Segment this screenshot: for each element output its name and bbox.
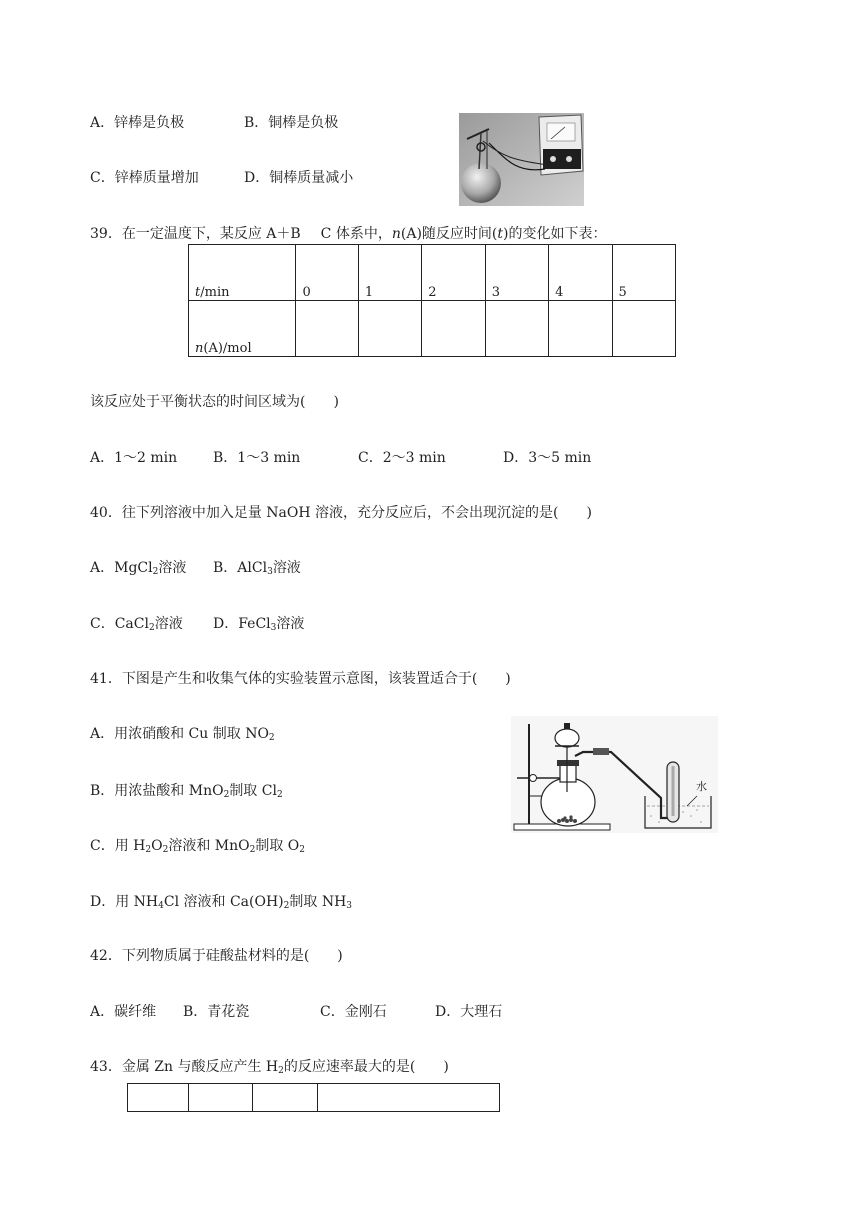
q38-option-d: D．铜棒质量减小: [244, 170, 354, 186]
table-cell: [318, 1084, 500, 1112]
table-row: [128, 1084, 500, 1112]
q39-option-b: B．1～3 min: [213, 450, 301, 466]
table-cell: [549, 301, 612, 357]
table-cell: [128, 1084, 189, 1112]
q39-stem: 39．在一定温度下，某反应 A＋B C 体系中，n(A)随反应时间(t)的变化如下表：: [90, 226, 607, 242]
table-cell-time-0: 0: [296, 245, 358, 301]
table-cell: [296, 301, 358, 357]
q41-stem: 41．下图是产生和收集气体的实验装置示意图，该装置适合于( ): [90, 671, 511, 687]
table-cell: [422, 301, 485, 357]
table-header-amount: n(A)/mol: [189, 301, 296, 357]
table-cell: [485, 301, 548, 357]
q39-question: 该反应处于平衡状态的时间区域为( ): [90, 394, 339, 410]
table-cell: [253, 1084, 318, 1112]
q42-stem: 42．下列物质属于硅酸盐材料的是( ): [90, 948, 343, 964]
water-label: 水: [696, 781, 707, 793]
q39-option-d: D．3～5 min: [503, 450, 592, 466]
gas-apparatus-diagram: [511, 716, 718, 833]
q42-option-c: C．金刚石: [320, 1004, 387, 1020]
q42-option-b: B．青花瓷: [183, 1004, 250, 1020]
q41-option-d: D．用 $NH_4Cl$ 溶液和 $Ca(OH)_2$制取 $NH_3$: [90, 894, 353, 911]
q41-option-a: A．用浓硝酸和 Cu 制取 $NO_2$: [90, 726, 275, 743]
table-cell-time-4: 4: [549, 245, 612, 301]
q38-option-b: B．铜棒是负极: [244, 115, 339, 131]
q39-option-a: A．1～2 min: [90, 450, 178, 466]
q43-stem: 43．金属 Zn 与酸反应产生 $H_2$的反应速率最大的是( ): [90, 1059, 449, 1076]
q40-stem: 40．往下列溶液中加入足量 NaOH 溶液，充分反应后，不会出现沉淀的是( ): [90, 505, 592, 521]
q40-option-d: D．FeCl$_3$溶液: [213, 616, 305, 633]
q38-option-a: A．锌棒是负极: [90, 115, 185, 131]
table-cell: [189, 1084, 253, 1112]
q39-data-table: [188, 244, 676, 357]
q43-table: [127, 1083, 500, 1112]
q40-option-b: B．AlCl$_3$溶液: [213, 560, 301, 577]
table-row: [189, 245, 676, 301]
apple-battery-photo: [459, 113, 584, 206]
q41-option-c: C．用 $H_2O_2$溶液和 MnO$_2$制取 $O_2$: [90, 838, 306, 855]
table-cell-time-3: 3: [485, 245, 548, 301]
table-cell: [612, 301, 675, 357]
q41-option-b: B．用浓盐酸和 MnO$_2$制取 $Cl_2$: [90, 783, 283, 800]
q42-option-d: D．大理石: [435, 1004, 503, 1020]
table-header-time: t/min: [189, 245, 296, 301]
table-cell: [358, 301, 421, 357]
table-cell-time-5: 5: [612, 245, 675, 301]
q40-option-a: A．MgCl$_2$溶液: [90, 560, 187, 577]
q42-option-a: A．碳纤维: [90, 1004, 157, 1020]
table-row: [189, 301, 676, 357]
q40-option-c: C．CaCl$_2$溶液: [90, 616, 183, 633]
table-cell-time-2: 2: [422, 245, 485, 301]
q39-option-c: C．2～3 min: [358, 450, 446, 466]
q38-option-c: C．锌棒质量增加: [90, 170, 199, 186]
table-cell-time-1: 1: [358, 245, 421, 301]
